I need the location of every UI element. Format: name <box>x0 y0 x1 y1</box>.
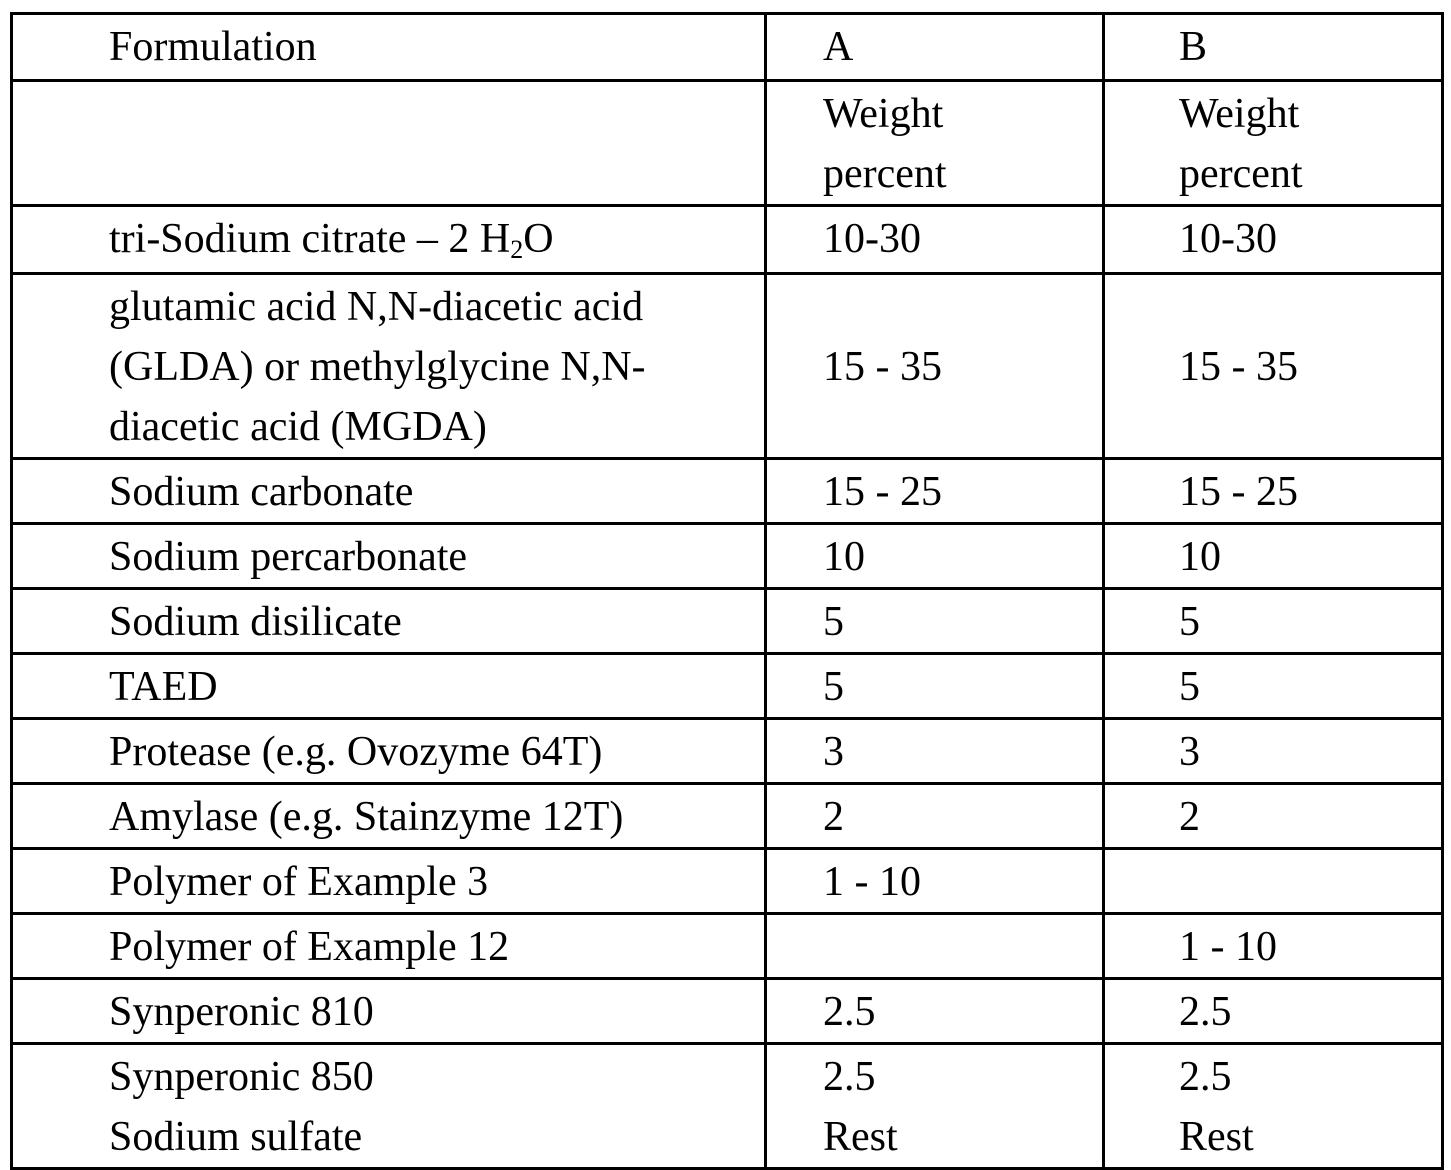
ingredient-name: Protease (e.g. Ovozyme 64T) <box>109 729 603 775</box>
value-b: 5 <box>1179 599 1200 645</box>
ingredient-name: Sodium disilicate <box>109 599 402 645</box>
ingredient-cell <box>12 589 766 654</box>
value-a: 10-30 <box>823 216 921 262</box>
table-row <box>12 524 1443 589</box>
value-b-cell <box>1104 274 1443 459</box>
units-b-line2: percent <box>1179 151 1303 197</box>
ingredient-name: Synperonic 810 <box>109 989 374 1035</box>
ingredient-name: TAED <box>109 664 218 710</box>
value-a-line2: Rest <box>823 1114 898 1160</box>
table-row <box>12 654 1443 719</box>
value-a-line1: 2.5 <box>823 1054 876 1100</box>
ingredient-cell <box>12 1044 766 1169</box>
table-row <box>12 459 1443 524</box>
ingredient-name: Amylase (e.g. Stainzyme 12T) <box>109 794 624 840</box>
value-b: 3 <box>1179 729 1200 775</box>
value-b: 15 - 25 <box>1179 469 1298 515</box>
value-b: 1 - 10 <box>1179 924 1277 970</box>
value-b <box>1105 850 1441 852</box>
value-a: 15 - 25 <box>823 469 942 515</box>
value-b-cell <box>1104 654 1443 719</box>
ingredient-cell <box>12 274 766 459</box>
ingredient-name-line3: diacetic acid (MGDA) <box>109 404 487 450</box>
value-a-cell <box>766 719 1104 784</box>
ingredient-cell <box>12 849 766 914</box>
ingredient-name: Sodium percarbonate <box>109 534 468 580</box>
ingredient-cell <box>12 979 766 1044</box>
table-row <box>12 1044 1443 1169</box>
header-b-cell <box>1104 14 1443 81</box>
ingredient-name-line2: (GLDA) or methylglycine N,N- <box>109 344 646 390</box>
value-b-cell <box>1104 719 1443 784</box>
header-b-label: B <box>1179 24 1208 70</box>
value-b-cell <box>1104 784 1443 849</box>
value-b: 10-30 <box>1179 216 1277 262</box>
value-a-cell <box>766 784 1104 849</box>
value-a-cell <box>766 1044 1104 1169</box>
value-a: 10 <box>823 534 865 580</box>
ingredient-name: Sodium carbonate <box>109 469 414 515</box>
formulation-table <box>10 12 1444 1170</box>
ingredient-cell <box>12 784 766 849</box>
ingredient-cell <box>12 524 766 589</box>
table-row <box>12 589 1443 654</box>
value-b-cell <box>1104 206 1443 274</box>
ingredient-name: tri-Sodium citrate – 2 $H_2O$ <box>109 216 554 264</box>
value-a: 3 <box>823 729 844 775</box>
value-b-cell <box>1104 979 1443 1044</box>
units-a-line1: Weight <box>823 91 944 137</box>
ingredient-cell <box>12 654 766 719</box>
value-a: 15 - 35 <box>823 344 942 390</box>
value-a: 2 <box>823 794 844 840</box>
value-a-cell <box>766 524 1104 589</box>
value-a-cell <box>766 589 1104 654</box>
value-a-cell <box>766 849 1104 914</box>
value-b-cell <box>1104 849 1443 914</box>
units-a-line2: percent <box>823 151 947 197</box>
units-row <box>12 81 1443 206</box>
ingredient-cell <box>12 459 766 524</box>
table-row <box>12 206 1443 274</box>
table-row <box>12 914 1443 979</box>
value-a-cell <box>766 914 1104 979</box>
units-b-line1: Weight <box>1179 91 1300 137</box>
value-b: 5 <box>1179 664 1200 710</box>
ingredient-name: Polymer of Example 12 <box>109 924 510 970</box>
value-a-cell <box>766 459 1104 524</box>
header-a-cell <box>766 14 1104 81</box>
header-a-label: A <box>823 24 854 70</box>
units-b-cell <box>1104 81 1443 206</box>
value-a: 1 - 10 <box>823 859 921 905</box>
table-row <box>12 719 1443 784</box>
ingredient-name-line1: Synperonic 850 <box>109 1054 374 1100</box>
table-row <box>12 784 1443 849</box>
value-b-cell <box>1104 524 1443 589</box>
header-formulation-label: Formulation <box>109 24 317 70</box>
value-b-cell <box>1104 589 1443 654</box>
table-row <box>12 979 1443 1044</box>
value-b: 2 <box>1179 794 1200 840</box>
value-a-cell <box>766 979 1104 1044</box>
value-b-cell <box>1104 459 1443 524</box>
ingredient-name: Polymer of Example 3 <box>109 859 489 905</box>
units-label <box>13 82 764 84</box>
value-a-cell <box>766 654 1104 719</box>
header-formulation-cell <box>12 14 766 81</box>
header-row <box>12 14 1443 81</box>
value-a: 2.5 <box>823 989 876 1035</box>
units-a-cell <box>766 81 1104 206</box>
table-row <box>12 849 1443 914</box>
value-b-line2: Rest <box>1179 1114 1254 1160</box>
table-row <box>12 274 1443 459</box>
value-a-cell <box>766 206 1104 274</box>
value-b: 10 <box>1179 534 1221 580</box>
value-b: 15 - 35 <box>1179 344 1298 390</box>
value-b-cell <box>1104 1044 1443 1169</box>
ingredient-cell <box>12 914 766 979</box>
value-a-cell <box>766 274 1104 459</box>
value-a <box>767 915 1102 917</box>
value-b-cell <box>1104 914 1443 979</box>
value-a: 5 <box>823 599 844 645</box>
value-b: 2.5 <box>1179 989 1232 1035</box>
ingredient-name-line1: glutamic acid N,N-diacetic acid <box>109 284 644 330</box>
value-a: 5 <box>823 664 844 710</box>
value-b-line1: 2.5 <box>1179 1054 1232 1100</box>
units-label-cell <box>12 81 766 206</box>
ingredient-cell <box>12 719 766 784</box>
ingredient-cell <box>12 206 766 274</box>
ingredient-name-line2: Sodium sulfate <box>109 1114 363 1160</box>
